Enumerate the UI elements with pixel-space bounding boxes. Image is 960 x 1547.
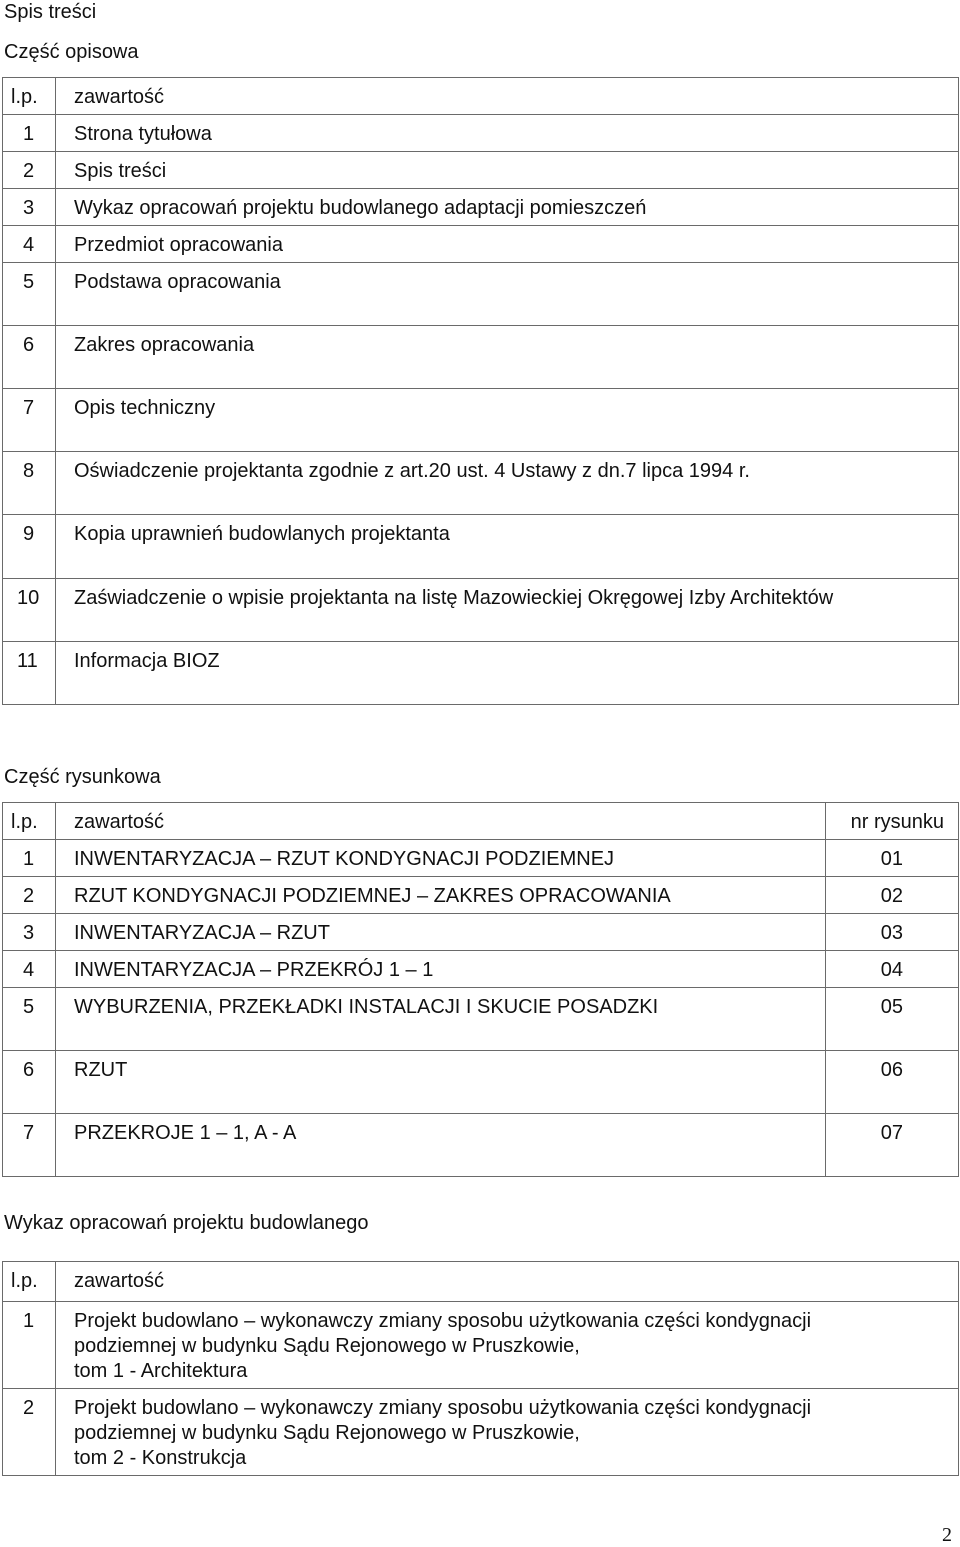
- table-row: [3, 452, 959, 515]
- row-text-line: podziemnej w budynku Sądu Rejonowego w Pruszkowie,: [74, 1422, 580, 1444]
- table-row: [3, 263, 959, 326]
- row-text: Informacja BIOZ: [56, 642, 959, 705]
- row-text-line: tom 1 - Architektura: [74, 1360, 248, 1382]
- row-number: 8: [3, 452, 56, 515]
- row-number: 5: [3, 988, 56, 1051]
- row-text-line: podziemnej w budynku Sądu Rejonowego w Pruszkowie,: [74, 1335, 580, 1357]
- row-text-line: Projekt budowlano – wykonawczy zmiany sposobu użytkowania części kondygnacji: [74, 1397, 812, 1419]
- row-text: PRZEKROJE 1 – 1, A - A: [56, 1114, 826, 1177]
- row-text: [56, 1389, 959, 1476]
- row-number: 1: [3, 1302, 56, 1389]
- table-row: [3, 579, 959, 642]
- row-text: Zakres opracowania: [56, 326, 959, 389]
- row-text: Oświadczenie projektanta zgodnie z art.20 ust. 4 Ustawy z dn.7 lipca 1994 r.: [56, 452, 959, 515]
- row-text-line: Projekt budowlano – wykonawczy zmiany sposobu użytkowania części kondygnacji: [74, 1310, 812, 1332]
- row-number: 4: [3, 951, 56, 988]
- row-number: 5: [3, 263, 56, 326]
- header-content: zawartość: [56, 78, 959, 115]
- header-content: zawartość: [56, 1262, 959, 1302]
- table-czesc-rysunkowa: [2, 802, 959, 1177]
- section-heading-wykaz: Wykaz opracowań projektu budowlanego: [4, 1212, 369, 1234]
- row-text: INWENTARYZACJA – RZUT KONDYGNACJI PODZIEMNEJ: [56, 840, 826, 877]
- header-lp: l.p.: [3, 803, 56, 840]
- row-text: Kopia uprawnień budowlanych projektanta: [56, 515, 959, 579]
- row-number: 3: [3, 189, 56, 226]
- row-drawing-number: 07: [826, 1114, 959, 1177]
- row-text-line: tom 2 - Konstrukcja: [74, 1447, 247, 1469]
- row-number: 9: [3, 515, 56, 579]
- table-row: [3, 152, 959, 189]
- header-nr-rysunku: nr rysunku: [826, 803, 959, 840]
- section-heading-rysunkowa: Część rysunkowa: [4, 766, 161, 788]
- table-row: [3, 1114, 959, 1177]
- row-number: 3: [3, 914, 56, 951]
- row-text: Opis techniczny: [56, 389, 959, 452]
- table-header-row: [3, 1262, 959, 1302]
- table-row: [3, 840, 959, 877]
- table-row: [3, 389, 959, 452]
- row-number: 1: [3, 840, 56, 877]
- row-number: 4: [3, 226, 56, 263]
- row-text: [56, 1302, 959, 1389]
- row-text: INWENTARYZACJA – PRZEKRÓJ 1 – 1: [56, 951, 826, 988]
- table-czesc-opisowa: [2, 77, 959, 705]
- table-row: [3, 877, 959, 914]
- table-row: [3, 115, 959, 152]
- row-number: 7: [3, 1114, 56, 1177]
- table-row: [3, 1051, 959, 1114]
- table-row: [3, 226, 959, 263]
- row-drawing-number: 05: [826, 988, 959, 1051]
- row-number: 7: [3, 389, 56, 452]
- row-number: 10: [3, 579, 56, 642]
- section-heading-opisowa: Część opisowa: [4, 41, 139, 63]
- row-drawing-number: 06: [826, 1051, 959, 1114]
- table-row: [3, 189, 959, 226]
- row-text: Zaświadczenie o wpisie projektanta na listę Mazowieckiej Okręgowej Izby Architektów: [56, 579, 959, 642]
- table-row: [3, 1389, 959, 1476]
- row-text: RZUT: [56, 1051, 826, 1114]
- page-number: 2: [942, 1524, 952, 1546]
- row-text: Wykaz opracowań projektu budowlanego adaptacji pomieszczeń: [56, 189, 959, 226]
- row-text: Przedmiot opracowania: [56, 226, 959, 263]
- row-number: 6: [3, 326, 56, 389]
- row-drawing-number: 04: [826, 951, 959, 988]
- row-text: Spis treści: [56, 152, 959, 189]
- row-number: 1: [3, 115, 56, 152]
- table-row: [3, 914, 959, 951]
- header-lp: l.p.: [3, 78, 56, 115]
- table-row: [3, 515, 959, 579]
- row-number: 2: [3, 152, 56, 189]
- table-row: [3, 1302, 959, 1389]
- row-text: Strona tytułowa: [56, 115, 959, 152]
- row-number: 6: [3, 1051, 56, 1114]
- table-row: [3, 326, 959, 389]
- row-number: 2: [3, 877, 56, 914]
- table-row: [3, 642, 959, 705]
- table-row: [3, 951, 959, 988]
- table-row: [3, 988, 959, 1051]
- row-text: INWENTARYZACJA – RZUT: [56, 914, 826, 951]
- row-drawing-number: 01: [826, 840, 959, 877]
- row-text: Podstawa opracowania: [56, 263, 959, 326]
- header-lp: l.p.: [3, 1262, 56, 1302]
- table-header-row: [3, 78, 959, 115]
- row-number: 2: [3, 1389, 56, 1476]
- row-drawing-number: 03: [826, 914, 959, 951]
- table-wykaz-opracowan: [2, 1261, 959, 1476]
- table-header-row: [3, 803, 959, 840]
- row-number: 11: [3, 642, 56, 705]
- row-text: WYBURZENIA, PRZEKŁADKI INSTALACJI I SKUCIE POSADZKI: [56, 988, 826, 1051]
- page-title: Spis treści: [4, 1, 97, 23]
- row-text: RZUT KONDYGNACJI PODZIEMNEJ – ZAKRES OPRACOWANIA: [56, 877, 826, 914]
- row-drawing-number: 02: [826, 877, 959, 914]
- header-content: zawartość: [56, 803, 826, 840]
